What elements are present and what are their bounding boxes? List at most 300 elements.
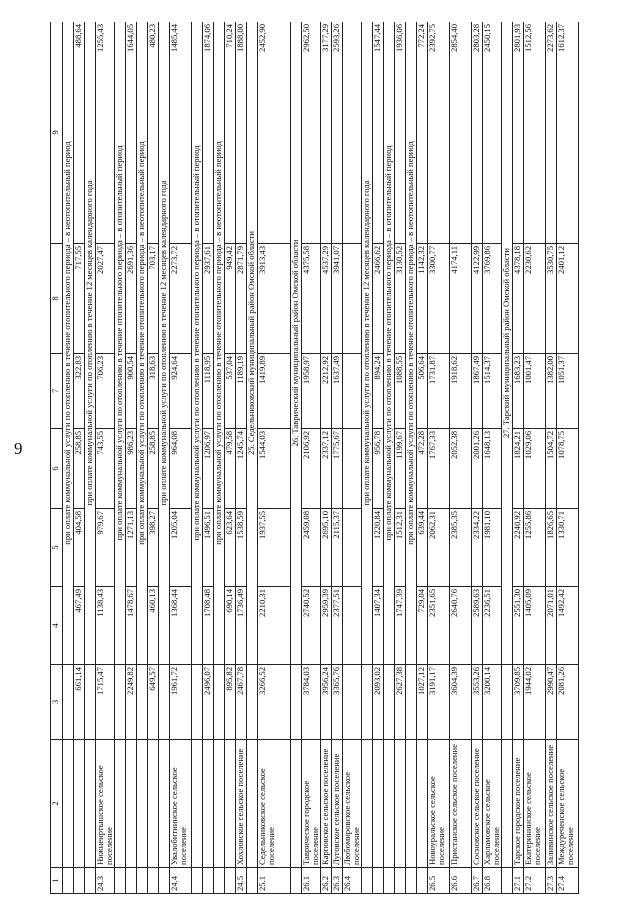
value-cell — [343, 354, 362, 429]
settlement-name — [148, 740, 159, 868]
value-cell: 639,44 — [417, 509, 428, 587]
column-number-row — [51, 22, 63, 894]
band-row-number-cell — [115, 868, 126, 894]
settlement-name — [417, 740, 428, 868]
band-row-number-cell — [214, 868, 225, 894]
table-row — [546, 22, 557, 894]
band-row-name-cell — [115, 740, 126, 868]
page-number: 9 — [14, 439, 23, 458]
table-row — [203, 22, 214, 894]
value-cell: 3530,75 — [546, 244, 557, 354]
row-number — [148, 868, 159, 894]
value-cell: 1029,06 — [524, 429, 546, 509]
value-cell: 895,82 — [225, 665, 236, 740]
value-cell: 4378,18 — [513, 244, 524, 354]
value-cell: 772,24 — [417, 22, 428, 244]
band-row-spacer-cell — [214, 665, 225, 740]
value-cell: 2937,61 — [203, 244, 214, 354]
value-cell: 949,42 — [225, 244, 236, 354]
value-cell: 2334,22 — [472, 509, 483, 587]
band-row — [362, 22, 373, 894]
value-cell: 1544,03 — [258, 429, 291, 509]
band-row-spacer-cell — [159, 665, 170, 740]
row-number — [126, 868, 137, 894]
value-cell: 4537,29 — [321, 244, 332, 354]
table-row — [395, 22, 406, 894]
value-cell: 2392,75 — [428, 22, 450, 244]
value-cell: 1937,55 — [258, 509, 291, 587]
value-cell: 3956,24 — [321, 665, 332, 740]
band-row-number-cell — [384, 868, 395, 894]
value-cell: 1199,67 — [395, 429, 406, 509]
band-row-spacer-cell — [362, 665, 373, 740]
band-row-number-cell — [406, 868, 417, 894]
value-cell: 404,58 — [74, 509, 85, 587]
band-row-name-cell — [63, 740, 74, 868]
value-cell: 2236,51 — [483, 587, 502, 665]
band-row-name-cell — [502, 740, 513, 868]
value-cell: 1255,43 — [96, 22, 115, 244]
band-row-number-cell — [159, 868, 170, 894]
value-cell: 2450,15 — [483, 22, 502, 244]
value-cell: 729,04 — [417, 587, 428, 665]
value-cell: 900,54 — [126, 354, 137, 429]
value-cell: 1961,72 — [170, 665, 192, 740]
value-cell: 3604,39 — [450, 665, 472, 740]
band-row-spacer-cell — [85, 665, 96, 740]
settlement-name: Седельниковское сельское поселение — [258, 740, 291, 868]
value-cell: 1255,86 — [524, 509, 546, 587]
value-cell: 1874,06 — [203, 22, 214, 244]
value-cell: 2627,38 — [395, 665, 406, 740]
value-cell: 2459,08 — [302, 509, 321, 587]
value-cell — [343, 429, 362, 509]
value-cell: 3200,14 — [483, 665, 502, 740]
row-number: 24.3 — [96, 868, 115, 894]
band-label: при оплате коммунальной услуги по отоплению в течение отопительного периода – в отопительный период — [384, 22, 395, 665]
row-number: 27.4 — [557, 868, 579, 894]
band-row-number-cell — [63, 868, 74, 894]
row-number: 26.3 — [332, 868, 343, 894]
value-cell: 3941,07 — [332, 244, 343, 354]
value-cell: 924,64 — [170, 354, 192, 429]
value-cell: 2593,26 — [332, 22, 343, 244]
value-cell: 1936,06 — [395, 22, 406, 244]
value-cell: 2377,51 — [332, 587, 343, 665]
value-cell: 1512,56 — [524, 22, 546, 244]
value-cell: 649,57 — [148, 665, 159, 740]
value-cell: 1644,05 — [126, 22, 137, 244]
value-cell: 480,23 — [148, 22, 159, 244]
band-row-number-cell — [137, 868, 148, 894]
band-label: при оплате коммунальной услуги по отоплению в течение отопительного периода – в неотопительный период — [63, 22, 74, 665]
band-row-number-cell — [192, 868, 203, 894]
value-cell: 710,24 — [225, 22, 236, 244]
band-label: при оплате коммунальной услуги по отоплению в течение отопительного периода – в отопительный период — [192, 22, 203, 665]
settlement-name: Екатерининское сельское поселение — [524, 740, 546, 868]
value-cell: 1547,44 — [373, 22, 384, 244]
band-label: при оплате коммунальной услуги по отоплению в течение отопительного периода – в неотопительный период — [137, 22, 148, 665]
value-cell: 2695,10 — [321, 509, 332, 587]
settlement-name — [126, 740, 137, 868]
band-row — [214, 22, 225, 894]
row-number — [74, 868, 85, 894]
value-cell: 2551,30 — [513, 587, 524, 665]
value-cell: 717,55 — [74, 244, 85, 354]
value-cell: 2401,12 — [557, 244, 579, 354]
tariff-table — [50, 22, 579, 894]
table-row — [373, 22, 384, 894]
value-cell: 1088,55 — [395, 354, 406, 429]
table-row — [126, 22, 137, 894]
value-cell: 2249,82 — [126, 665, 137, 740]
column-header: 9 — [51, 22, 63, 244]
value-cell: 2959,39 — [321, 587, 332, 665]
row-number: 24.4 — [170, 868, 192, 894]
value-cell: 2212,92 — [321, 354, 332, 429]
value-cell: 1504,72 — [546, 429, 557, 509]
column-header: 3 — [51, 665, 63, 740]
value-cell: 1944,02 — [524, 665, 546, 740]
value-cell: 4122,99 — [472, 244, 483, 354]
value-cell: 1405,09 — [524, 587, 546, 665]
value-cell: 1981,10 — [483, 509, 502, 587]
value-cell: 258,85 — [148, 429, 159, 509]
band-row-spacer-cell — [502, 665, 513, 740]
rotated-table-viewport — [50, 22, 618, 894]
value-cell: 1330,71 — [557, 509, 579, 587]
settlement-name: Хохловское сельское поселение — [236, 740, 247, 868]
row-number: 26.7 — [472, 868, 483, 894]
table-row — [417, 22, 428, 894]
settlement-name — [225, 740, 236, 868]
band-row-name-cell — [291, 740, 302, 868]
row-number: 26.5 — [428, 868, 450, 894]
value-cell: 743,55 — [96, 429, 115, 509]
value-cell: 1512,31 — [395, 509, 406, 587]
table-row — [258, 22, 291, 894]
band-row — [406, 22, 417, 894]
value-cell: 2801,93 — [513, 22, 524, 244]
band-label: при оплате коммунальной услуги по отоплению в течение 12 месяцев календарного года — [85, 22, 96, 665]
value-cell: 2240,92 — [513, 509, 524, 587]
band-row-spacer-cell — [137, 665, 148, 740]
value-cell: 1001,47 — [524, 354, 546, 429]
value-cell: 706,23 — [96, 354, 115, 429]
value-cell: 1419,89 — [258, 354, 291, 429]
settlement-name: Нижнеиртышское сельское поселение — [96, 740, 115, 868]
value-cell: 2452,90 — [258, 22, 291, 244]
band-row-name-cell — [192, 740, 203, 868]
settlement-name — [203, 740, 214, 868]
settlement-name: Междуреченское сельское поселение — [557, 740, 579, 868]
settlement-name: Тарское городское поселение — [513, 740, 524, 868]
value-cell: 3913,43 — [258, 244, 291, 354]
table-row — [450, 22, 472, 894]
band-row-name-cell — [137, 740, 148, 868]
row-number: 26.4 — [343, 868, 362, 894]
value-cell: 2273,62 — [546, 22, 557, 244]
value-cell: 3266,52 — [258, 665, 291, 740]
row-number: 26.2 — [321, 868, 332, 894]
table-row — [96, 22, 115, 894]
value-cell: 1138,43 — [96, 587, 115, 665]
row-number: 27.2 — [524, 868, 546, 894]
band-label: при оплате коммунальной услуги по отоплению в течение отопительного периода – в неотопительный период — [214, 22, 225, 665]
band-row-name-cell — [159, 740, 170, 868]
band-label: при оплате коммунальной услуги по отоплению в течение отопительного периода – в неотопительный период — [406, 22, 417, 665]
band-row — [137, 22, 148, 894]
table-row — [483, 22, 502, 894]
table-row — [343, 22, 362, 894]
value-cell — [343, 665, 362, 740]
band-row-name-cell — [406, 740, 417, 868]
column-header: 1 — [51, 868, 63, 894]
value-cell: 1496,51 — [203, 509, 214, 587]
table-row — [524, 22, 546, 894]
band-row — [192, 22, 203, 894]
value-cell: 2062,31 — [428, 509, 450, 587]
value-cell: 3769,86 — [483, 244, 502, 354]
value-cell — [343, 509, 362, 587]
value-cell: 2962,50 — [302, 22, 321, 244]
value-cell: 956,78 — [373, 429, 384, 509]
value-cell: 964,08 — [170, 429, 192, 509]
row-number — [417, 868, 428, 894]
band-row — [291, 22, 302, 894]
row-number: 24.5 — [236, 868, 247, 894]
value-cell: 1205,04 — [170, 509, 192, 587]
band-row-spacer-cell — [247, 665, 258, 740]
table-row — [428, 22, 450, 894]
band-row — [63, 22, 74, 894]
band-label: 26. Таврический муниципальный район Омской области — [291, 22, 302, 665]
band-row-name-cell — [384, 740, 395, 868]
table-row — [148, 22, 159, 894]
value-cell: 2990,47 — [546, 665, 557, 740]
value-cell: 979,67 — [96, 509, 115, 587]
value-cell: 2273,72 — [170, 244, 192, 354]
value-cell: 3784,03 — [302, 665, 321, 740]
table-body — [63, 22, 579, 894]
value-cell: 1206,97 — [203, 429, 214, 509]
value-cell: 2115,37 — [332, 509, 343, 587]
table-row — [332, 22, 343, 894]
column-header: 8 — [51, 244, 63, 354]
value-cell: 2081,26 — [557, 665, 579, 740]
column-header: 4 — [51, 587, 63, 665]
band-label: при оплате коммунальной услуги по отоплению в течение отопительного периода – в отопительный период — [115, 22, 126, 665]
band-row-number-cell — [291, 868, 302, 894]
value-cell: 1478,67 — [126, 587, 137, 665]
band-row-name-cell — [362, 740, 373, 868]
value-cell — [343, 587, 362, 665]
value-cell: 1271,13 — [126, 509, 137, 587]
column-header: 2 — [51, 740, 63, 868]
value-cell: 4174,11 — [450, 244, 472, 354]
value-cell: 1648,13 — [483, 429, 502, 509]
settlement-name: Увалобитиинское сельское поселение — [170, 740, 192, 868]
value-cell: 1142,32 — [417, 244, 428, 354]
value-cell: 3191,17 — [428, 665, 450, 740]
value-cell: 258,85 — [74, 429, 85, 509]
value-cell: 472,28 — [417, 429, 428, 509]
value-cell: 2337,12 — [321, 429, 332, 509]
value-cell: 1826,65 — [546, 509, 557, 587]
table-row — [74, 22, 85, 894]
table-row — [302, 22, 321, 894]
band-row-spacer-cell — [384, 665, 395, 740]
table-row — [225, 22, 236, 894]
value-cell: 1683,23 — [513, 354, 524, 429]
value-cell: 1612,37 — [557, 22, 579, 244]
value-cell: 986,23 — [126, 429, 137, 509]
value-cell: 1382,00 — [546, 354, 557, 429]
band-row-spacer-cell — [406, 665, 417, 740]
value-cell: 460,13 — [148, 587, 159, 665]
value-cell: 2466,62 — [373, 244, 384, 354]
value-cell: 318,63 — [148, 354, 159, 429]
value-cell: 1078,75 — [557, 429, 579, 509]
value-cell: 3553,26 — [472, 665, 483, 740]
settlement-name: Луговское сельское поселение — [332, 740, 343, 868]
value-cell: 2589,63 — [472, 587, 483, 665]
settlement-name — [373, 740, 384, 868]
settlement-name: Заливинское сельское поселение — [546, 740, 557, 868]
value-cell: 479,58 — [225, 429, 236, 509]
value-cell: 1245,74 — [236, 429, 247, 509]
value-cell: 2106,92 — [302, 429, 321, 509]
value-cell: 3365,76 — [332, 665, 343, 740]
value-cell: 1747,39 — [395, 587, 406, 665]
value-cell: 3177,29 — [321, 22, 332, 244]
value-cell: 690,14 — [225, 587, 236, 665]
value-cell: 1708,48 — [203, 587, 214, 665]
table-row — [170, 22, 192, 894]
row-number: 25.1 — [258, 868, 291, 894]
value-cell: 2071,01 — [546, 587, 557, 665]
value-cell: 1731,87 — [428, 354, 450, 429]
value-cell: 1189,19 — [236, 354, 247, 429]
value-cell: 3130,52 — [395, 244, 406, 354]
row-number — [203, 868, 214, 894]
band-row — [384, 22, 395, 894]
value-cell: 3300,77 — [428, 244, 450, 354]
settlement-name: Таврическое городское поселение — [302, 740, 321, 868]
row-number: 26.8 — [483, 868, 502, 894]
value-cell: 2210,31 — [258, 587, 291, 665]
value-cell: 894,24 — [373, 354, 384, 429]
value-cell: 4375,58 — [302, 244, 321, 354]
value-cell: 2230,62 — [524, 244, 546, 354]
band-row — [115, 22, 126, 894]
band-row — [247, 22, 258, 894]
value-cell: 1958,97 — [302, 354, 321, 429]
column-header: 7 — [51, 354, 63, 429]
band-label: 25. Седельниковский муниципальный район Омской области — [247, 22, 258, 665]
value-cell: 2496,07 — [203, 665, 214, 740]
value-cell: 1824,21 — [513, 429, 524, 509]
value-cell: 2351,65 — [428, 587, 450, 665]
value-cell: 1715,47 — [96, 665, 115, 740]
value-cell: 661,14 — [74, 665, 85, 740]
value-cell: 1767,33 — [428, 429, 450, 509]
band-row-name-cell — [214, 740, 225, 868]
value-cell: 2871,79 — [236, 244, 247, 354]
value-cell: 2052,38 — [450, 429, 472, 509]
value-cell — [343, 22, 362, 244]
row-number: 27.3 — [546, 868, 557, 894]
settlement-name: Новоуральское сельское поселение — [428, 740, 450, 868]
band-row — [159, 22, 170, 894]
band-row-name-cell — [247, 740, 258, 868]
value-cell: 2093,02 — [373, 665, 384, 740]
band-row-name-cell — [85, 740, 96, 868]
value-cell: 2385,35 — [450, 509, 472, 587]
row-number — [225, 868, 236, 894]
value-cell: 1118,95 — [203, 354, 214, 429]
value-cell: 1736,49 — [236, 587, 247, 665]
row-number: 27.1 — [513, 868, 524, 894]
value-cell: 488,64 — [74, 22, 85, 244]
value-cell: 1485,44 — [170, 22, 192, 244]
rotated-table-container — [50, 22, 618, 894]
value-cell: 537,04 — [225, 354, 236, 429]
table-row — [513, 22, 524, 894]
row-number: 26.1 — [302, 868, 321, 894]
value-cell: 2803,28 — [472, 22, 483, 244]
row-number — [373, 868, 384, 894]
table-row — [472, 22, 483, 894]
table-row — [557, 22, 579, 894]
settlement-name: Карповское сельское поселение — [321, 740, 332, 868]
settlement-name — [395, 740, 406, 868]
value-cell: 1538,59 — [236, 509, 247, 587]
band-row-number-cell — [85, 868, 96, 894]
value-cell: 623,64 — [225, 509, 236, 587]
value-cell: 506,64 — [417, 354, 428, 429]
band-row-spacer-cell — [63, 665, 74, 740]
band-row-spacer-cell — [291, 665, 302, 740]
column-header: 6 — [51, 429, 63, 509]
value-cell: 2854,40 — [450, 22, 472, 244]
column-header: 5 — [51, 509, 63, 587]
value-cell: 1368,44 — [170, 587, 192, 665]
value-cell: 1637,49 — [332, 354, 343, 429]
value-cell: 322,83 — [74, 354, 85, 429]
value-cell: 2640,76 — [450, 587, 472, 665]
value-cell: 2467,78 — [236, 665, 247, 740]
value-cell: 2001,26 — [472, 429, 483, 509]
band-row-number-cell — [362, 868, 373, 894]
table-row — [321, 22, 332, 894]
row-number: 26.6 — [450, 868, 472, 894]
value-cell: 2740,52 — [302, 587, 321, 665]
value-cell: 1918,62 — [450, 354, 472, 429]
band-row-spacer-cell — [115, 665, 126, 740]
value-cell: 467,49 — [74, 587, 85, 665]
value-cell — [343, 244, 362, 354]
value-cell: 1867,49 — [472, 354, 483, 429]
value-cell: 3709,85 — [513, 665, 524, 740]
value-cell: 703,17 — [148, 244, 159, 354]
value-cell: 1051,37 — [557, 354, 579, 429]
value-cell: 1407,34 — [373, 587, 384, 665]
row-number — [395, 868, 406, 894]
value-cell: 1492,42 — [557, 587, 579, 665]
value-cell: 1027,12 — [417, 665, 428, 740]
value-cell: 1775,67 — [332, 429, 343, 509]
